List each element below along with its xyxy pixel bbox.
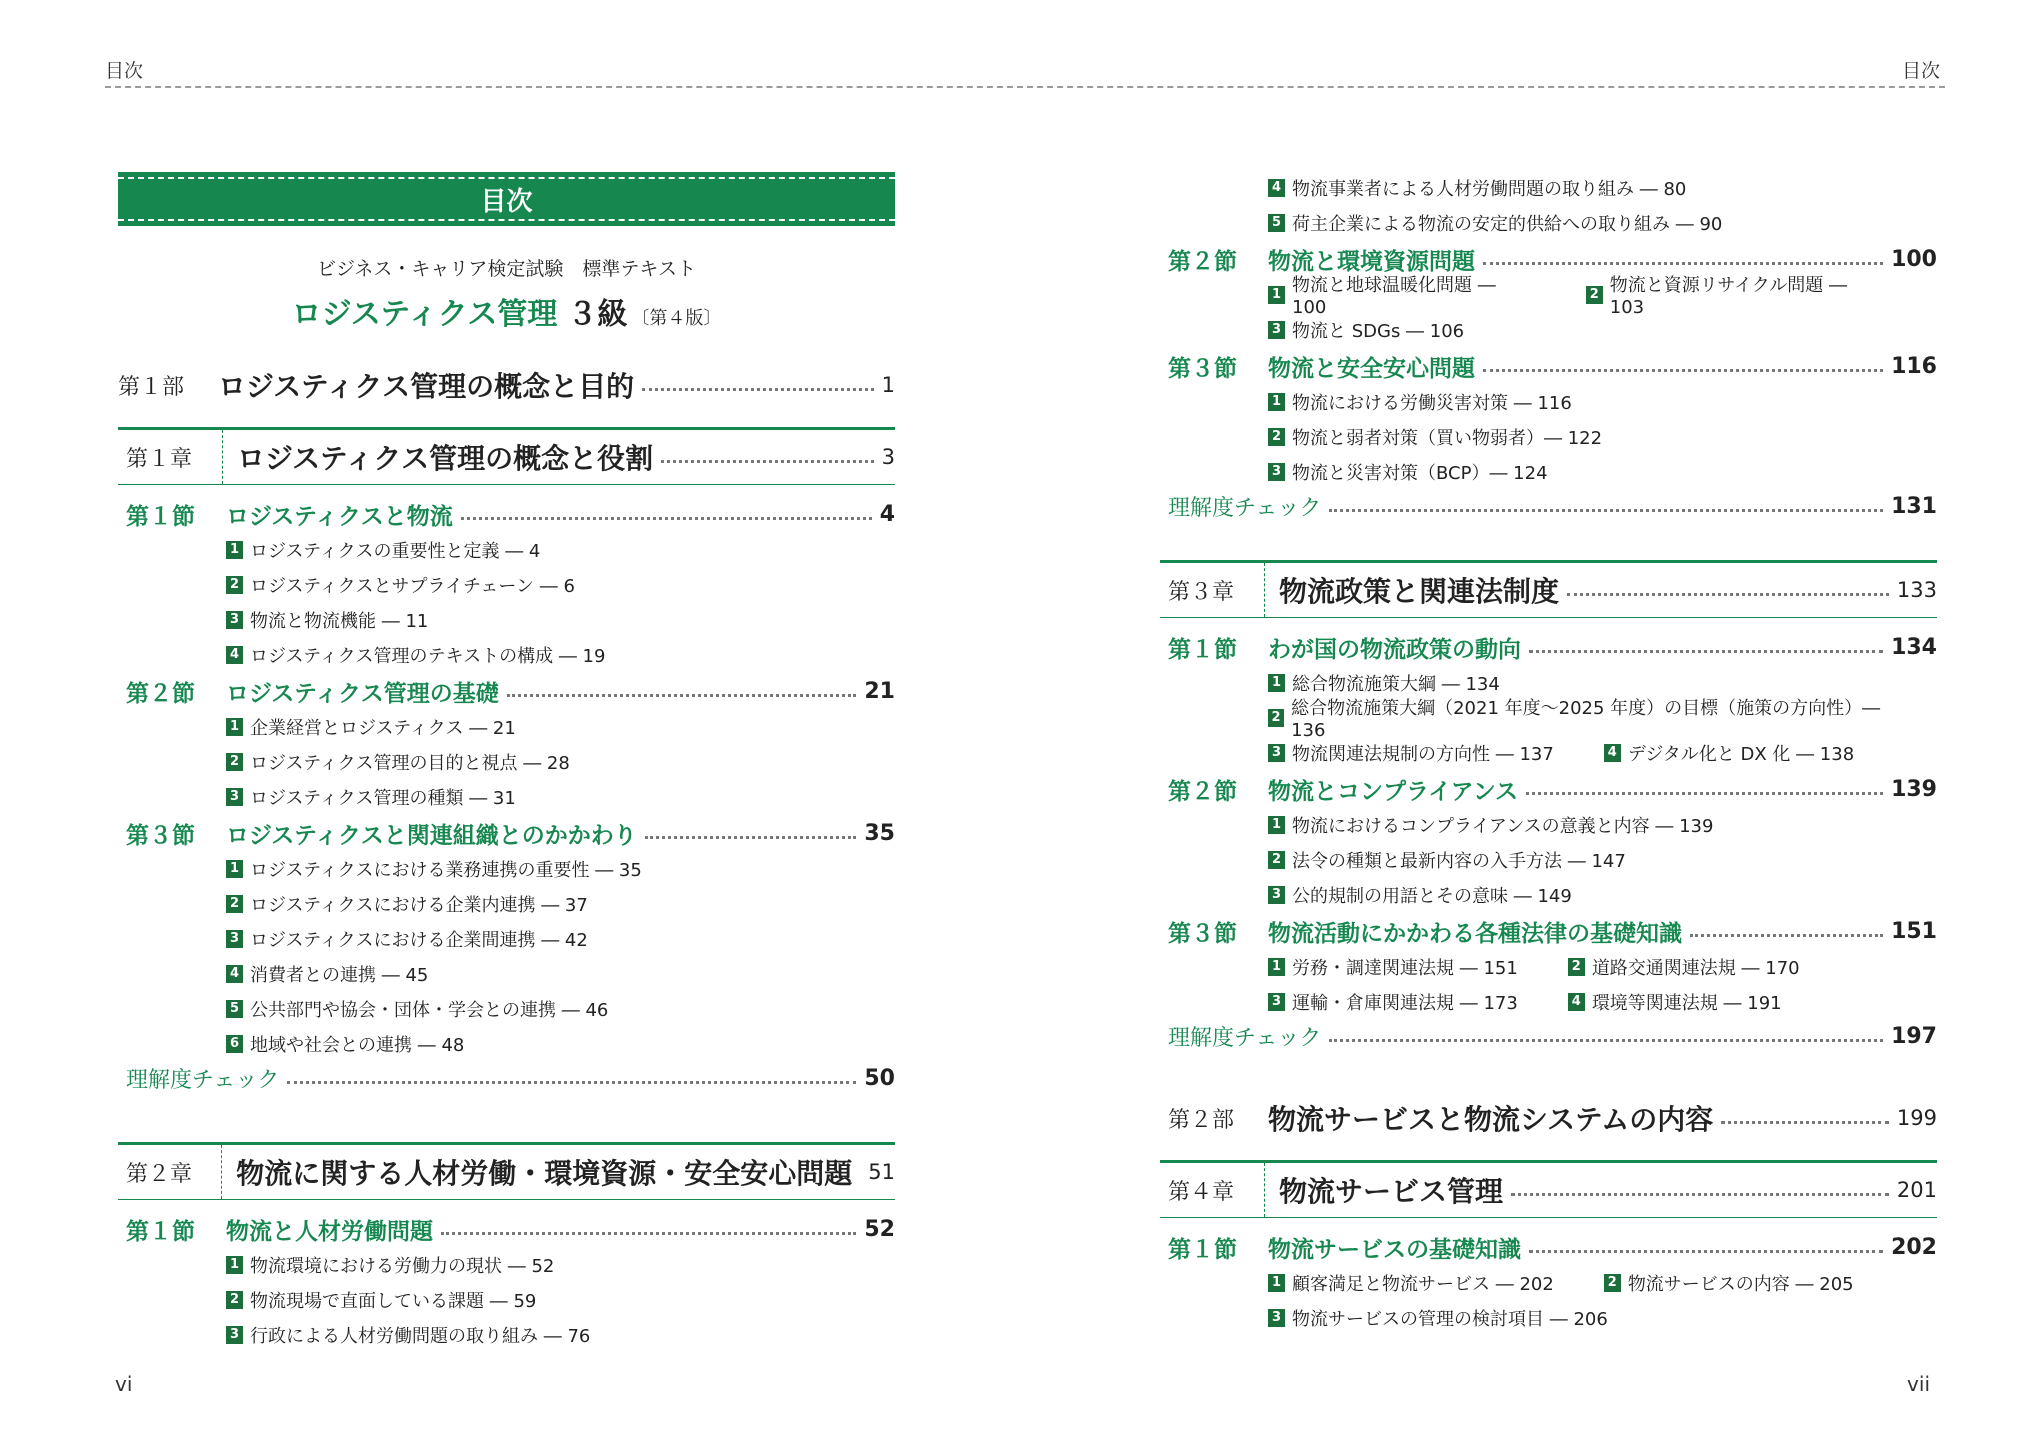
number-badge: 2 <box>226 895 243 913</box>
toc-subsection[interactable] <box>1268 210 1722 236</box>
toc-subsection[interactable] <box>226 1322 590 1348</box>
subsection-list <box>1268 949 1937 1019</box>
subsection-title: 物流におけるコンプライアンスの意義と内容 ― 139 <box>1292 815 1714 837</box>
section-title: わが国の物流政策の動向 <box>1268 637 1521 663</box>
toc-subsection[interactable] <box>1268 175 1686 201</box>
subsection-title: 物流と地球温暖化問題 ― 100 <box>1292 275 1496 318</box>
number-badge: 4 <box>1568 993 1585 1011</box>
toc-subsection[interactable] <box>1268 271 1536 318</box>
review-title: 理解度チェック <box>126 1068 280 1093</box>
number-badge: 3 <box>226 1326 243 1344</box>
review-title: 理解度チェック <box>1168 496 1322 521</box>
page-folio-right: vii <box>1907 1372 1930 1396</box>
part-number: 第２部 <box>1168 1107 1235 1133</box>
toc-section[interactable] <box>1160 914 1937 949</box>
page-number: 52 <box>864 1217 895 1242</box>
toc-subsection[interactable] <box>226 784 516 810</box>
number-badge: 2 <box>1268 851 1285 869</box>
part-number: 第１部 <box>118 374 185 400</box>
dot-leader <box>1567 593 1889 596</box>
toc-subsection[interactable] <box>226 749 570 775</box>
section-number: 第３節 <box>1168 921 1237 947</box>
number-badge: 3 <box>1268 321 1285 339</box>
section-title: 物流サービスの基礎知識 <box>1268 1237 1521 1263</box>
number-badge: 1 <box>226 541 243 559</box>
chapter-number: 第４章 <box>1160 1163 1265 1217</box>
toc-subsection[interactable] <box>1568 989 1782 1015</box>
dot-leader <box>1329 509 1883 512</box>
page-number: 139 <box>1891 777 1937 802</box>
toc-subsection[interactable] <box>1268 882 1572 908</box>
subsection-title: ロジスティクス管理のテキストの構成 ― 19 <box>250 645 606 667</box>
page-folio-left: vi <box>115 1372 133 1396</box>
toc-subsection[interactable] <box>1604 1270 1854 1296</box>
subsection-list <box>226 532 895 672</box>
page-number: 21 <box>864 679 895 704</box>
toc-review-check[interactable] <box>118 1061 895 1096</box>
toc-subsection[interactable] <box>226 1252 554 1278</box>
dot-leader <box>642 388 874 391</box>
page-number: 100 <box>1891 247 1937 272</box>
section-title: 物流活動にかかわる各種法律の基礎知識 <box>1268 921 1682 947</box>
number-badge: 5 <box>1268 214 1285 232</box>
subsection-title: 物流事業者による人材労働問題の取り組み ― 80 <box>1292 178 1687 200</box>
number-badge: 2 <box>226 753 243 771</box>
header-rule <box>105 86 1945 88</box>
number-badge: 3 <box>1268 886 1285 904</box>
subsection-title: 総合物流施策大綱 ― 134 <box>1292 673 1500 695</box>
toc-subsection[interactable] <box>226 607 428 633</box>
dot-leader <box>1529 1250 1883 1253</box>
toc-chapter-2[interactable] <box>118 1142 895 1200</box>
toc-chapter-1[interactable] <box>118 427 895 485</box>
number-badge: 2 <box>226 1291 243 1309</box>
subsection-title: 物流サービスの管理の検討項目 ― 206 <box>1292 1308 1608 1330</box>
dot-leader <box>1690 934 1883 937</box>
dot-leader <box>661 460 874 463</box>
toc-section[interactable] <box>118 816 895 851</box>
toc-review-check[interactable] <box>1160 1019 1937 1054</box>
right-page <box>1160 170 1937 1335</box>
dot-leader <box>1329 1039 1883 1042</box>
section-title: 物流とコンプライアンス <box>1268 779 1519 805</box>
subsection-title: ロジスティクスにおける企業内連携 ― 37 <box>250 894 588 916</box>
toc-subsection[interactable] <box>226 642 605 668</box>
toc-subsection[interactable] <box>1268 459 1548 485</box>
subsection-title: 企業経営とロジスティクス ― 21 <box>250 717 516 739</box>
dot-leader <box>1483 369 1883 372</box>
toc-subsection[interactable] <box>1268 1305 1608 1331</box>
number-badge: 4 <box>226 965 243 983</box>
section-number: 第２節 <box>1168 249 1237 275</box>
page-number: 1 <box>881 373 895 397</box>
subsection-title: ロジスティクス管理の種類 ― 31 <box>250 787 516 809</box>
section-title: 物流と安全安心問題 <box>1268 356 1475 382</box>
left-page <box>118 172 895 1352</box>
section-title: ロジスティクスと関連組織とのかかわり <box>226 823 637 849</box>
book-title <box>118 289 895 333</box>
chapter-number: 第２章 <box>118 1145 222 1199</box>
chapter-title: ロジスティクス管理の概念と役割 <box>237 442 654 475</box>
dot-leader <box>507 694 857 697</box>
page-number: 133 <box>1896 578 1937 602</box>
subsection-title: 物流と SDGs ― 106 <box>1292 320 1465 342</box>
section-title: ロジスティクスと物流 <box>226 504 453 530</box>
toc-subsection[interactable] <box>1268 317 1464 343</box>
running-header-right: 目次 <box>1901 60 1940 82</box>
subsection-list <box>1268 170 1937 240</box>
page-number: 35 <box>864 821 895 846</box>
number-badge: 2 <box>1268 709 1284 727</box>
section-number: 第１節 <box>126 504 195 530</box>
section-number: 第３節 <box>1168 356 1237 382</box>
number-badge: 6 <box>226 1035 243 1053</box>
dot-leader <box>287 1081 856 1084</box>
number-badge: 1 <box>1268 286 1285 304</box>
chapter-number: 第３章 <box>1160 563 1265 617</box>
subsection-list <box>226 1247 895 1352</box>
subsection-title: 公共部門や協会・団体・学会との連携 ― 46 <box>250 999 609 1021</box>
subsection-title: ロジスティクスの重要性と定義 ― 4 <box>250 540 541 562</box>
subsection-title: ロジスティクスにおける企業間連携 ― 42 <box>250 929 588 951</box>
page-number: 202 <box>1891 1235 1937 1260</box>
toc-review-check[interactable] <box>1160 489 1937 524</box>
page-number: 3 <box>881 445 895 469</box>
subsection-title: 労務・調達関連法規 ― 151 <box>1292 957 1518 979</box>
subsection-title: 物流における労働災害対策 ― 116 <box>1292 392 1572 414</box>
book-title-level: ３級 <box>567 297 628 332</box>
section-number: 第２節 <box>1168 779 1237 805</box>
toc-chapter-3[interactable] <box>1160 560 1937 618</box>
subsection-list <box>226 709 895 814</box>
book-title-edition: 〔第４版〕 <box>631 308 722 329</box>
subsection-title: 物流サービスの内容 ― 205 <box>1627 1273 1854 1295</box>
number-badge: 1 <box>1268 393 1285 411</box>
subsection-title: 物流環境における労働力の現状 ― 52 <box>250 1255 555 1277</box>
toc-subsection[interactable] <box>226 961 428 987</box>
dot-leader <box>1529 650 1883 653</box>
subsection-title: 消費者との連携 ― 45 <box>250 964 429 986</box>
dot-leader <box>645 836 857 839</box>
subsection-title: 公的規制の用語とその意味 ― 149 <box>1292 885 1572 907</box>
dot-leader <box>1483 262 1883 265</box>
section-number: 第１節 <box>126 1219 195 1245</box>
toc-subsection[interactable] <box>226 537 540 563</box>
subsection-title: 法令の種類と最新内容の入手方法 ― 147 <box>1292 850 1626 872</box>
running-header-left: 目次 <box>105 60 144 82</box>
number-badge: 2 <box>1604 1274 1621 1292</box>
part-title: 物流サービスと物流システムの内容 <box>1268 1103 1714 1136</box>
dot-leader <box>441 1232 856 1235</box>
toc-subsection[interactable] <box>1268 740 1554 766</box>
page-number: 51 <box>868 1160 895 1184</box>
toc-part-1[interactable] <box>118 367 895 403</box>
subsection-title: ロジスティクス管理の目的と視点 ― 28 <box>250 752 570 774</box>
toc-subsection[interactable] <box>1268 389 1572 415</box>
subsection-title: デジタル化と DX 化 ― 138 <box>1627 743 1855 765</box>
dot-leader <box>1721 1121 1889 1124</box>
toc-subsection[interactable] <box>226 572 575 598</box>
toc-subsection[interactable] <box>226 891 588 917</box>
part-title: ロジスティクス管理の概念と目的 <box>218 370 635 403</box>
number-badge: 2 <box>1586 286 1603 304</box>
page-number: 116 <box>1891 354 1937 379</box>
toc-chapter-4[interactable] <box>1160 1160 1937 1218</box>
chapter-number: 第１章 <box>118 430 223 484</box>
number-badge: 3 <box>1268 463 1285 481</box>
subsection-title: 物流と物流機能 ― 11 <box>250 610 429 632</box>
subsection-list <box>1268 807 1937 912</box>
subsection-title: ロジスティクスとサプライチェーン ― 6 <box>250 575 575 597</box>
number-badge: 1 <box>226 860 243 878</box>
page-number: 151 <box>1891 919 1937 944</box>
toc-subsection[interactable] <box>1268 954 1518 980</box>
subsection-title: 物流現場で直面している課題 ― 59 <box>250 1290 537 1312</box>
section-number: 第１節 <box>1168 1237 1237 1263</box>
toc-subsection[interactable] <box>226 1031 464 1057</box>
toc-banner: 目次 <box>118 172 895 226</box>
number-badge: 1 <box>226 718 243 736</box>
toc-subsection[interactable] <box>1268 424 1602 450</box>
subsection-list <box>1268 1265 1937 1335</box>
number-badge: 3 <box>1268 993 1285 1011</box>
subsection-list <box>1268 384 1937 489</box>
chapter-title: 物流政策と関連法制度 <box>1279 575 1560 608</box>
toc-subsection[interactable] <box>1604 740 1854 766</box>
number-badge: 1 <box>226 1256 243 1274</box>
number-badge: 3 <box>1268 744 1285 762</box>
toc-subsection[interactable] <box>1268 812 1713 838</box>
book-subtitle: ビジネス・キャリア検定試験 標準テキスト <box>316 258 697 280</box>
book-title-main: ロジスティクス管理 <box>291 297 558 332</box>
subsection-title: 運輸・倉庫関連法規 ― 173 <box>1292 992 1518 1014</box>
number-badge: 5 <box>226 1000 243 1018</box>
toc-subsection[interactable] <box>1268 989 1518 1015</box>
subsection-title: 道路交通関連法規 ― 170 <box>1591 957 1800 979</box>
toc-section[interactable] <box>118 1212 895 1247</box>
dot-leader <box>1511 1193 1889 1196</box>
subsection-title: 物流と弱者対策（買い物弱者）― 122 <box>1292 427 1603 449</box>
section-title: 物流と人材労働問題 <box>226 1219 433 1245</box>
toc-subsection[interactable] <box>226 714 516 740</box>
number-badge: 3 <box>226 611 243 629</box>
chapter-title: 物流に関する人材労働・環境資源・安全安心問題 <box>236 1157 853 1190</box>
toc-section[interactable] <box>1160 1230 1937 1265</box>
number-badge: 3 <box>226 788 243 806</box>
number-badge: 4 <box>1268 179 1285 197</box>
toc-section[interactable] <box>118 674 895 709</box>
section-title: 物流と環境資源問題 <box>1268 249 1475 275</box>
number-badge: 4 <box>1604 744 1621 762</box>
toc-section[interactable] <box>118 497 895 532</box>
toc-subsection[interactable] <box>226 1287 536 1313</box>
toc-subsection[interactable] <box>1268 847 1626 873</box>
page-number: 197 <box>1891 1024 1937 1049</box>
page-number: 201 <box>1896 1178 1937 1202</box>
subsection-title: 行政による人材労働問題の取り組み ― 76 <box>250 1325 591 1347</box>
toc-subsection[interactable] <box>1268 1270 1554 1296</box>
toc-subsection[interactable] <box>1586 271 1887 318</box>
subsection-title: 物流と災害対策（BCP）― 124 <box>1292 462 1548 484</box>
subsection-title: 物流関連法規制の方向性 ― 137 <box>1292 743 1554 765</box>
subsection-title: 地域や社会との連携 ― 48 <box>250 1034 465 1056</box>
toc-subsection[interactable] <box>1268 694 1887 741</box>
toc-subsection[interactable] <box>226 996 608 1022</box>
number-badge: 1 <box>1268 816 1285 834</box>
number-badge: 2 <box>226 576 243 594</box>
number-badge: 1 <box>1268 958 1285 976</box>
section-number: 第３節 <box>126 823 195 849</box>
section-number: 第１節 <box>1168 637 1237 663</box>
subsection-title: 物流と資源リサイクル問題 ― 103 <box>1609 275 1847 318</box>
number-badge: 2 <box>1268 428 1285 446</box>
number-badge: 3 <box>1268 1309 1285 1327</box>
page-number: 131 <box>1891 494 1937 519</box>
toc-subsection[interactable] <box>1568 954 1800 980</box>
page-number: 50 <box>864 1066 895 1091</box>
number-badge: 4 <box>226 646 243 664</box>
number-badge: 1 <box>1268 1274 1285 1292</box>
toc-section[interactable] <box>1160 630 1937 665</box>
toc-subsection[interactable] <box>226 856 642 882</box>
number-badge: 1 <box>1268 674 1285 692</box>
toc-subsection[interactable] <box>1268 670 1500 696</box>
toc-subsection[interactable] <box>226 926 588 952</box>
section-title: ロジスティクス管理の基礎 <box>226 681 499 707</box>
subsection-list <box>1268 665 1937 770</box>
subsection-list <box>1268 277 1937 347</box>
dot-leader <box>461 517 872 520</box>
subsection-title: 環境等関連法規 ― 191 <box>1591 992 1782 1014</box>
subsection-title: 総合物流施策大綱（2021 年度～2025 年度）の目標（施策の方向性）― 136 <box>1291 698 1881 741</box>
subsection-title: 荷主企業による物流の安定的供給への取り組み ― 90 <box>1292 213 1723 235</box>
page-number: 199 <box>1896 1106 1937 1130</box>
subsection-list <box>226 851 895 1061</box>
page-number: 4 <box>879 502 895 527</box>
toc-part-2[interactable] <box>1160 1100 1937 1136</box>
dot-leader <box>1526 792 1883 795</box>
section-number: 第２節 <box>126 681 195 707</box>
review-title: 理解度チェック <box>1168 1026 1322 1051</box>
subsection-title: ロジスティクスにおける業務連携の重要性 ― 35 <box>250 859 642 881</box>
chapter-title: 物流サービス管理 <box>1279 1175 1504 1208</box>
number-badge: 2 <box>1568 958 1585 976</box>
toc-section[interactable] <box>1160 772 1937 807</box>
subsection-title: 顧客満足と物流サービス ― 202 <box>1292 1273 1554 1295</box>
toc-section[interactable] <box>1160 349 1937 384</box>
number-badge: 3 <box>226 930 243 948</box>
page-number: 134 <box>1891 635 1937 660</box>
